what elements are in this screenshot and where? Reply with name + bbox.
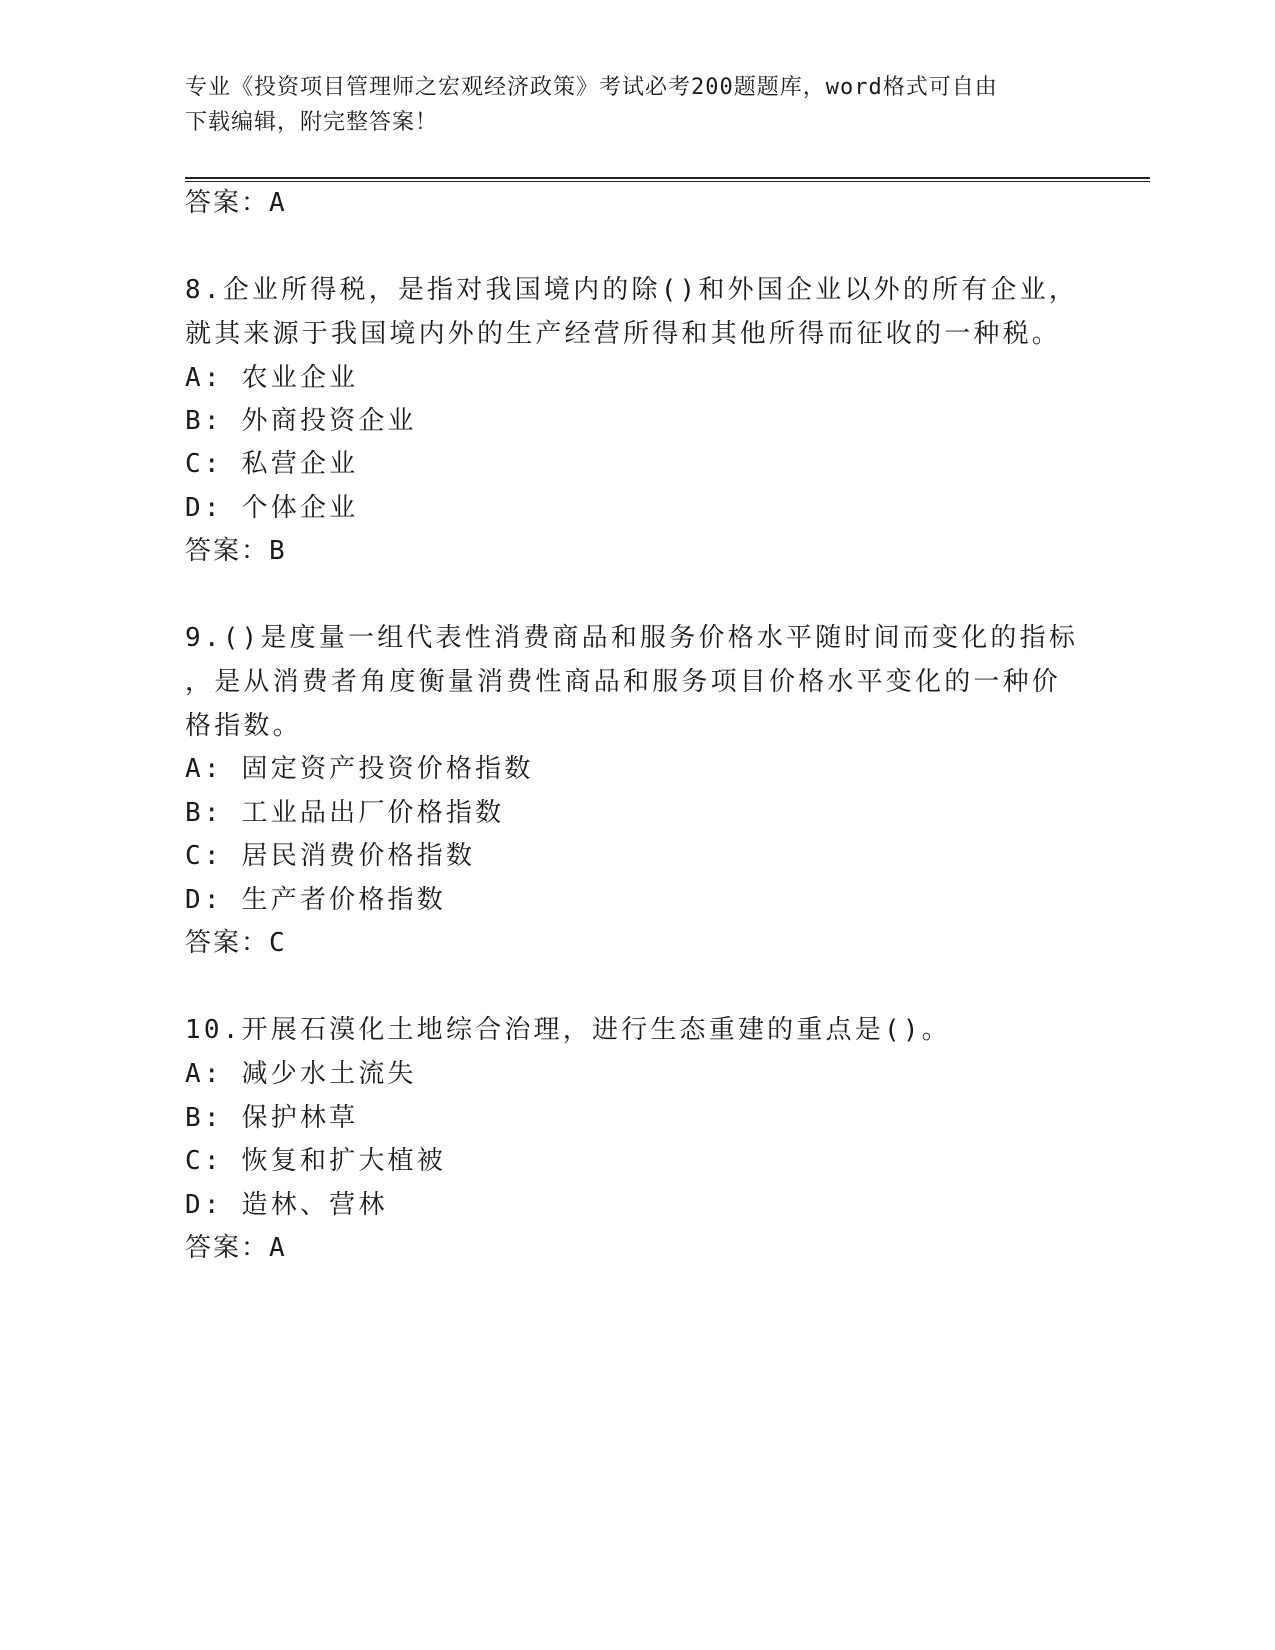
question-9-line-3: 格指数。 (185, 711, 302, 741)
question-8-option-d: D: 个体企业 (185, 493, 359, 523)
question-9-line-1: 9.()是度量一组代表性消费商品和服务价格水平随时间而变化的指标 (185, 623, 1079, 653)
answer-label: 答案： (185, 536, 270, 566)
question-9-answer (185, 920, 287, 966)
answer-value: A (269, 1233, 287, 1263)
question-10-option-b: B: 保护林草 (185, 1103, 359, 1133)
question-8-option-c: C: 私营企业 (185, 449, 359, 479)
question-10-option-d: D: 造林、营林 (185, 1190, 388, 1220)
question-8-line-2: 就其来源于我国境内外的生产经营所得和其他所得而征收的一种税。 (185, 319, 1062, 349)
answer-label: 答案： (185, 928, 270, 958)
question-9-line-2: ，是从消费者角度衡量消费性商品和服务项目价格水平变化的一种价 (185, 667, 1062, 697)
question-9-option-b: B: 工业品出厂价格指数 (185, 798, 505, 828)
question-10-answer (185, 1225, 287, 1271)
answer-line (185, 180, 287, 226)
question-8-answer (185, 528, 287, 574)
header-line-2: 下载编辑，附完整答案！ (185, 110, 439, 135)
question-10-option-c: C: 恢复和扩大植被 (185, 1146, 446, 1176)
question-9-option-d: D: 生产者价格指数 (185, 885, 446, 915)
header-line-1: 专业《投资项目管理师之宏观经济政策》考试必考200题题库，word格式可自由 (185, 75, 998, 100)
document-header (185, 70, 1065, 140)
answer-value: C (269, 928, 287, 958)
question-10-option-a: A: 减少水土流失 (185, 1059, 417, 1089)
question-8-line-1: 8.企业所得税，是指对我国境内的除()和外国企业以外的所有企业， (185, 275, 1079, 305)
question-8-option-a: A: 农业企业 (185, 363, 359, 393)
question-9-option-c: C: 居民消费价格指数 (185, 841, 476, 871)
header-divider (185, 177, 1150, 182)
answer-label: 答案： (185, 1233, 270, 1263)
answer-label: 答案： (185, 188, 270, 218)
question-8-option-b: B: 外商投资企业 (185, 406, 417, 436)
question-10-line-1: 10.开展石漠化土地综合治理，进行生态重建的重点是()。 (185, 1015, 951, 1045)
answer-value: A (269, 188, 287, 218)
question-9-option-a: A: 固定资产投资价格指数 (185, 754, 534, 784)
answer-value: B (269, 536, 287, 566)
